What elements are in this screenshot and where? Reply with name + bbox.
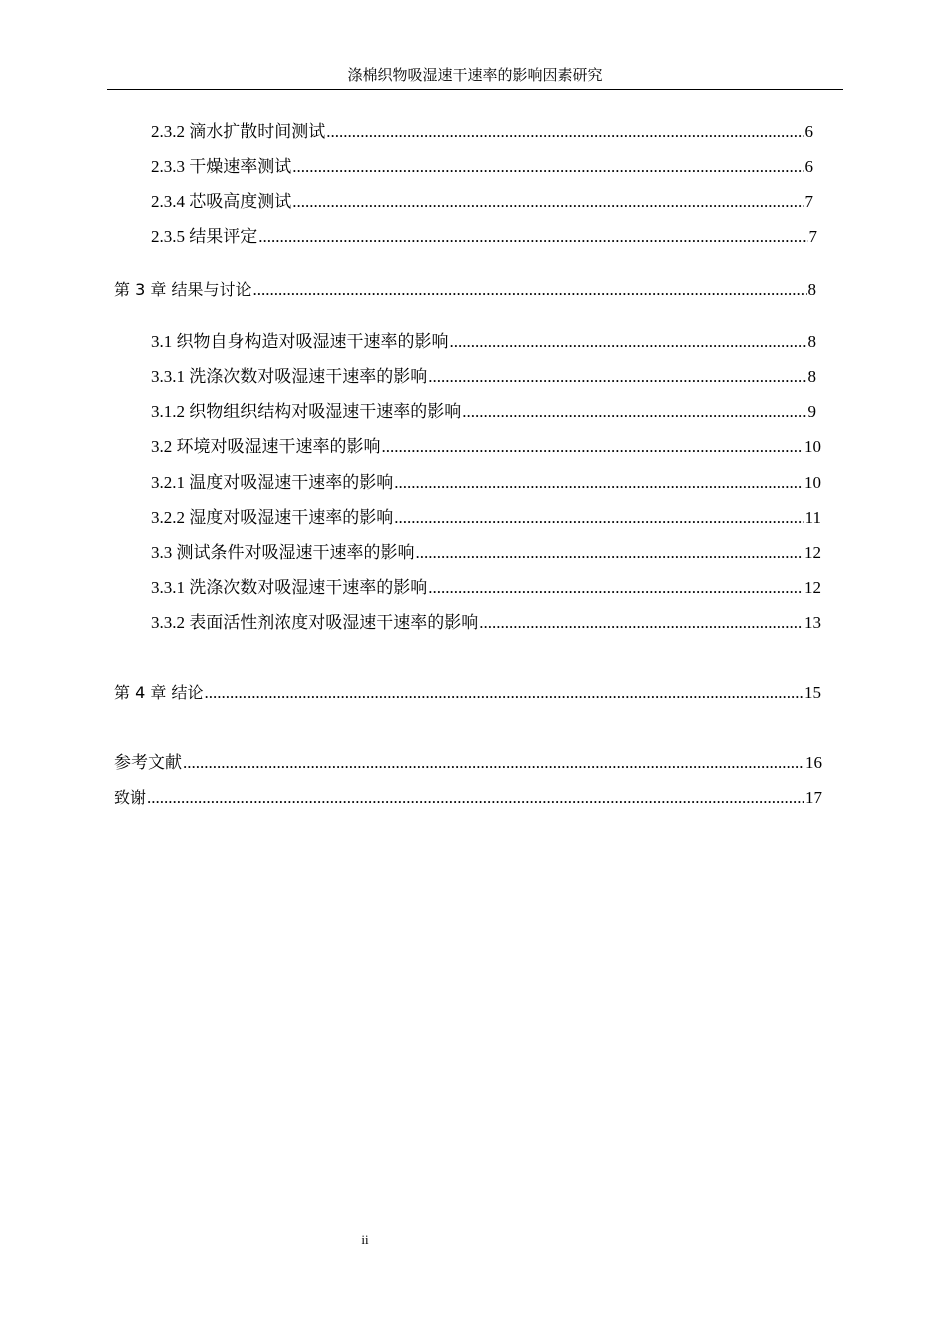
toc-dot-leader (292, 155, 803, 179)
toc-entry-title: 2.3.2 滴水扩散时间测试 (151, 122, 326, 141)
toc-chapter-entry[interactable] (114, 681, 821, 705)
toc-dot-leader (258, 225, 807, 249)
toc-entry[interactable] (151, 435, 821, 459)
toc-entry-page: 6 (804, 157, 813, 176)
toc-entry-page: 10 (804, 473, 821, 492)
running-header-title: 涤棉织物吸湿速干速率的影响因素研究 (347, 68, 603, 84)
toc-entry-title: 3.1.2 织物组织结构对吸湿速干速率的影响 (151, 402, 462, 421)
toc-entry[interactable] (151, 400, 816, 424)
toc-entry-page: 7 (804, 192, 813, 211)
toc-entry-title: 3.2.1 温度对吸湿速干速率的影响 (151, 473, 394, 492)
toc-dot-leader (183, 751, 804, 775)
toc-entry[interactable] (151, 330, 816, 354)
toc-entry[interactable] (151, 190, 813, 214)
toc-entry-title: 2.3.3 干燥速率测试 (151, 157, 292, 176)
toc-dot-leader (326, 120, 803, 144)
toc-entry-title: 2.3.5 结果评定 (151, 227, 258, 246)
toc-entry[interactable] (151, 155, 813, 179)
toc-entry[interactable] (151, 471, 821, 495)
toc-entry-page: 8 (807, 367, 816, 386)
toc-entry[interactable] (151, 120, 813, 144)
toc-entry-title: 2.3.4 芯吸高度测试 (151, 192, 292, 211)
header-rule (107, 89, 843, 90)
toc-entry[interactable] (151, 541, 821, 565)
toc-dot-leader (428, 365, 806, 389)
toc-entry-title: 第 4 章 结论 (114, 683, 204, 702)
toc-entry-title: 参考文献 (114, 753, 182, 772)
toc-dot-leader (382, 435, 804, 459)
toc-entry[interactable] (151, 506, 821, 530)
toc-entry-title: 3.2.2 湿度对吸湿速干速率的影响 (151, 508, 394, 527)
toc-dot-leader (462, 400, 806, 424)
toc-entry-page: 9 (807, 402, 816, 421)
toc-dot-leader (450, 330, 807, 354)
toc-entry-page: 6 (804, 122, 813, 141)
toc-dot-leader (416, 541, 804, 565)
toc-dot-leader (204, 681, 803, 705)
toc-entry-acknowledgements[interactable] (114, 786, 822, 810)
toc-entry-page: 11 (804, 508, 821, 527)
toc-dot-leader (292, 190, 803, 214)
toc-entry-references[interactable] (114, 751, 822, 775)
toc-entry-title: 第 3 章 结果与讨论 (114, 280, 252, 299)
toc-entry-page: 12 (804, 578, 821, 597)
page-number: ii (361, 1232, 369, 1247)
toc-entry-title: 3.3.1 洗涤次数对吸湿速干速率的影响 (151, 367, 428, 386)
toc-entry[interactable] (151, 225, 817, 249)
toc-dot-leader (428, 576, 803, 600)
toc-entry-page: 16 (805, 753, 822, 772)
toc-entry[interactable] (151, 611, 821, 635)
toc-entry-page: 10 (804, 437, 821, 456)
toc-entry-page: 13 (804, 613, 821, 632)
toc-entry-page: 15 (804, 683, 821, 702)
toc-entry-title: 3.1 织物自身构造对吸湿速干速率的影响 (151, 332, 449, 351)
toc-dot-leader (394, 506, 803, 530)
toc-entry-title: 3.3 测试条件对吸湿速干速率的影响 (151, 543, 415, 562)
toc-dot-leader (394, 471, 803, 495)
toc-entry-title: 3.3.2 表面活性剂浓度对吸湿速干速率的影响 (151, 613, 479, 632)
toc-entry-page: 8 (807, 332, 816, 351)
toc-entry[interactable] (151, 576, 821, 600)
toc-entry-title: 3.3.1 洗涤次数对吸湿速干速率的影响 (151, 578, 428, 597)
toc-chapter-entry[interactable] (114, 278, 816, 302)
toc-entry-title: 3.2 环境对吸湿速干速率的影响 (151, 437, 381, 456)
toc-entry-page: 12 (804, 543, 821, 562)
toc-entry-page: 8 (807, 280, 816, 299)
toc-dot-leader (147, 786, 804, 810)
toc-entry-title: 致谢 (114, 788, 147, 807)
toc-entry-page: 17 (805, 788, 822, 807)
toc-dot-leader (252, 278, 806, 302)
toc-entry-page: 7 (808, 227, 817, 246)
toc-dot-leader (479, 611, 803, 635)
toc-entry[interactable] (151, 365, 816, 389)
